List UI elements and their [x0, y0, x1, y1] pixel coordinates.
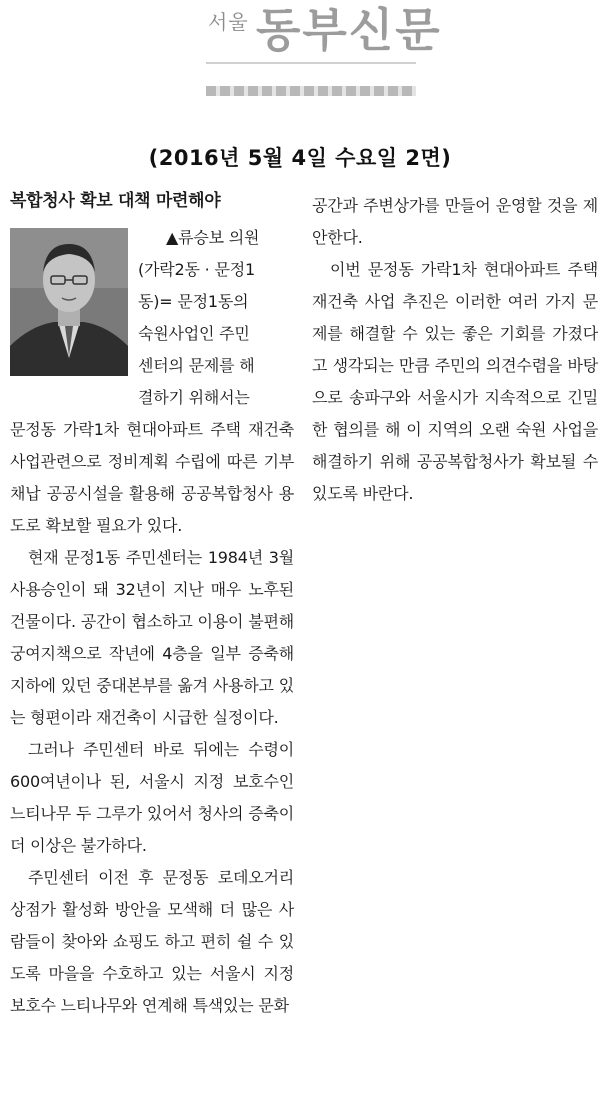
paragraph-2: 현재 문정1동 주민센터는 1984년 3월 사용승인이 돼 32년이 지난 매우 노후된 건물이다. 공간이 협소하고 이용이 불편해 궁여지책으로 작년에 4층을 일부 증축해 지하에 있던 중대본부를 옮겨 사용하고 있는 형편이라 재건축이 시급한 실정이다.	[10, 548, 294, 727]
masthead-decorative-bar	[206, 86, 416, 96]
article-left-column	[10, 190, 294, 1022]
paragraph-5: 이번 문정동 가락1차 현대아파트 주택 재건축 사업 추진은 이러한 여러 가지 문제를 해결할 수 있는 좋은 기회를 가졌다고 생각되는 만큼 주민의 의견수렴을 바탕으로 송파구와 서울시가 지속적으로 긴밀한 협의를 해 이 지역의 오랜 숙원 사업을 해결하기 위해 공공복합청사가 확보될 수 있도록 바란다.	[312, 260, 598, 503]
article-headline: 복합청사 확보 대책 마련해야	[10, 191, 221, 211]
paragraph-1-continued: 문정동 가락1차 현대아파트 주택 재건축 사업관련으로 정비계획 수립에 따른 기부채납 공공시설을 활용해 공공복합청사 용도로 확보할 필요가 있다.	[10, 420, 294, 535]
author-byline: ▲류승보 의원	[166, 228, 260, 247]
byline-block	[138, 222, 294, 414]
article-right-column	[312, 190, 598, 510]
masthead-divider	[206, 62, 416, 64]
masthead-small-text: 서울	[208, 10, 249, 34]
left-col-line-1: (가락2동 · 문정1	[138, 260, 255, 279]
left-col-line-5: 결하기 위해서는	[138, 388, 250, 407]
paragraph-4-continued: 공간과 주변상가를 만들어 운영할 것을 제안한다.	[312, 196, 598, 247]
paragraph-3: 그러나 주민센터 바로 뒤에는 수령이 600여년이나 된, 서울시 지정 보호수인 느티나무 두 그루가 있어서 청사의 증축이 더 이상은 불가하다.	[10, 740, 294, 855]
masthead-title: 동부신문	[256, 3, 442, 57]
paragraph-4: 주민센터 이전 후 문정동 로데오거리 상점가 활성화 방안을 모색해 더 많은 사람들이 찾아와 쇼핑도 하고 편히 쉴 수 있도록 마을을 수호하고 있는 서울시 지정 보호수 느티나무와 연계해 특색있는 문화	[10, 868, 294, 1015]
masthead	[0, 0, 600, 110]
publication-date: (2016년 5월 4일 수요일 2면)	[148, 146, 452, 170]
left-col-line-4: 센터의 문제를 해	[138, 356, 255, 375]
left-col-line-3: 숙원사업인 주민	[138, 324, 250, 343]
author-photo	[10, 228, 128, 376]
left-col-line-2: 동)= 문정1동의	[138, 292, 249, 311]
